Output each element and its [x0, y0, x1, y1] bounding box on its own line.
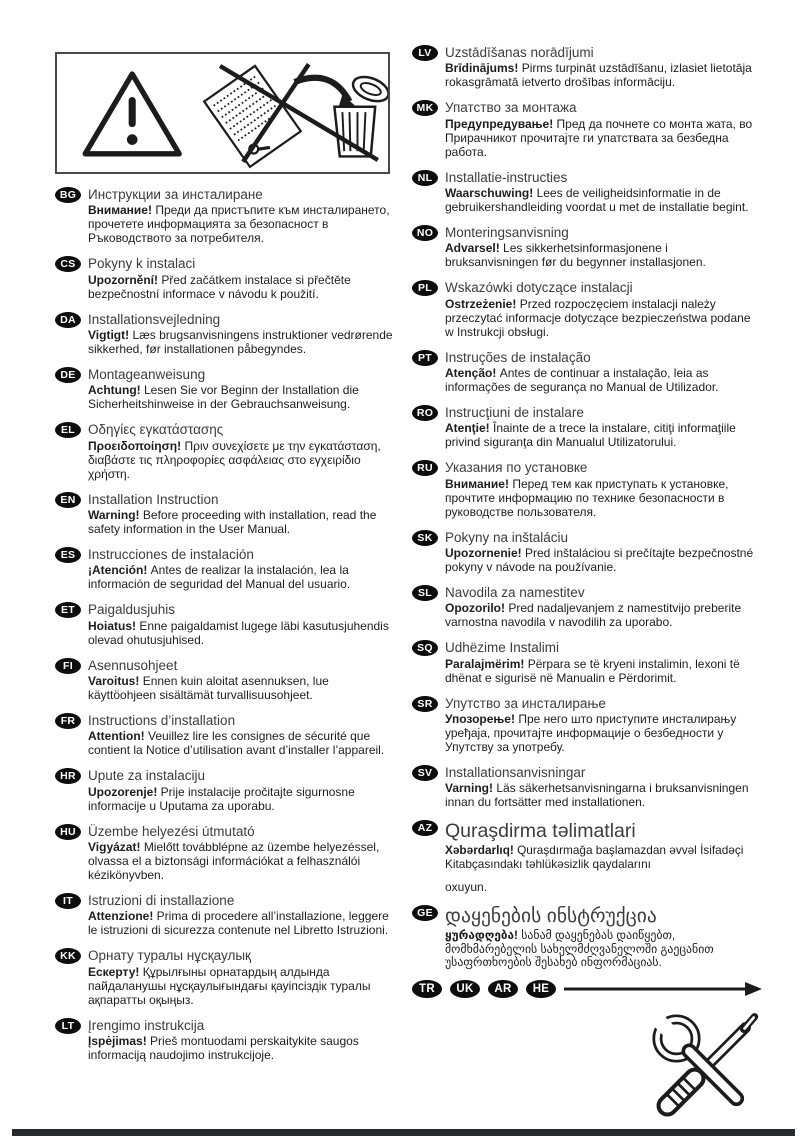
- warning-text: Перед тем как приступать к установке, прочтите информацию по технике безопасности в руководстве пользователя.: [445, 476, 729, 519]
- warning-text: Lees de veiligheidsinformatie in de gebruikershandleiding voordat u met de installatie begint.: [445, 185, 749, 214]
- section-bg: [55, 186, 395, 245]
- section-body: [88, 965, 395, 1007]
- section-hu: [55, 823, 395, 882]
- language-badge: DE: [55, 367, 81, 383]
- warning-lead: Opozorilo!: [445, 601, 509, 616]
- section-title: Įrengimo instrukcija: [88, 1017, 205, 1033]
- language-badge: MK: [412, 100, 438, 116]
- tools-row: [412, 1004, 762, 1122]
- warning-text: Përpara se të kryeni instalimin, lexoni të dhënat e sigurisë në Manualin e Përdorimit.: [445, 656, 740, 685]
- warning-text: Przed rozpoczęciem instalacji należy przeczytać informacje dotyczące bezpieczeństwa podane w Instrukcji obsługi.: [445, 296, 751, 339]
- language-badge: EL: [55, 422, 81, 438]
- section-az: [412, 819, 762, 894]
- language-badge: BG: [55, 187, 81, 203]
- warning-text: Læs brugsanvisningens instruktioner vedrørende sikkerhed, før installationen påbegyndes.: [88, 327, 393, 356]
- section-body: [445, 366, 762, 394]
- warning-lead: Προειδοποίηση!: [88, 438, 185, 453]
- warning-triangle-icon: [79, 61, 185, 165]
- section-sr: [412, 695, 762, 754]
- warning-text: Prieš montuodami perskaitykite saugos informaciją naudojimo instrukcijoje.: [88, 1033, 359, 1063]
- language-badge: ET: [55, 602, 81, 618]
- warning-text: Les sikkerhetsinformasjonene i bruksanvisningen før du begynner installasjonen.: [445, 241, 706, 270]
- warning-lead: Vigyázat!: [88, 839, 144, 854]
- section-ro: [412, 404, 762, 449]
- language-badge: RU: [412, 460, 438, 476]
- section-body: [445, 186, 762, 214]
- section-body: [88, 1034, 395, 1062]
- section-title: Installation Instruction: [88, 491, 219, 507]
- language-badge: CS: [55, 256, 81, 272]
- section-title: Asennusohjeet: [88, 657, 178, 673]
- section-title: დაყენების ინსტრუქცია: [445, 904, 657, 927]
- warning-lead: Упозорење!: [445, 711, 519, 726]
- warning-lead: Įspėjimas!: [88, 1033, 151, 1048]
- section-body: [445, 421, 762, 449]
- language-badge: SV: [412, 765, 438, 781]
- warning-lead: Waarschuwing!: [445, 185, 537, 200]
- section-pl: [412, 279, 762, 338]
- warning-text: Пре него што приступите инсталирању уређаја, прочитајте информације о безбедности у Упутству за употребу.: [445, 711, 737, 755]
- warning-lead: Varning!: [445, 781, 497, 796]
- language-badge: NL: [412, 170, 438, 186]
- section-body: [445, 929, 762, 970]
- section-title: Paigaldusjuhis: [88, 602, 176, 618]
- warning-text: Pirms turpināt uzstādīšanu, izlasiet lietotāja rokasgrāmatā ietverto drošības informāciju.: [445, 61, 752, 90]
- warning-text: Pred inštaláciou si prečítajte bezpečnostné pokyny v návode na používanie.: [445, 545, 754, 575]
- warning-text: Prije instalacije pročitajte sigurnosne informacije u Uputama za uporabu.: [88, 784, 355, 813]
- language-badge: PT: [412, 350, 438, 366]
- section-title: Instrucciones de instalación: [88, 547, 254, 563]
- language-badge: SK: [412, 530, 438, 546]
- section-body: [445, 657, 762, 685]
- language-badge: SL: [412, 585, 438, 601]
- section-title: Montageanweisung: [88, 367, 206, 383]
- warning-lead: Atenţie!: [445, 421, 493, 436]
- language-badge: AR: [488, 980, 518, 998]
- safety-figure: [55, 52, 390, 174]
- warning-lead: Внимание!: [88, 203, 156, 218]
- section-mk: [412, 99, 762, 158]
- warning-lead: Внимание!: [445, 476, 513, 491]
- section-body: [88, 328, 395, 356]
- warning-lead: Paralajmërim!: [445, 656, 528, 671]
- section-title: Uzstādīšanas norādījumi: [445, 45, 594, 60]
- section-title: Упатство за монтажа: [445, 100, 577, 116]
- section-title: Upute za instalaciju: [88, 768, 206, 784]
- warning-lead: Attention!: [88, 729, 148, 744]
- section-ru: [412, 459, 762, 518]
- tools-icon: [642, 1004, 760, 1122]
- section-body: [88, 785, 395, 813]
- section-title: Udhëzime Instalimi: [445, 640, 560, 656]
- section-cs: [55, 255, 395, 300]
- warning-lead: Achtung!: [88, 383, 144, 398]
- section-lv: [412, 44, 762, 89]
- warning-lead: Upozornenie!: [445, 545, 525, 560]
- warning-lead: Hoiatus!: [88, 618, 140, 633]
- section-title: Pokyny na inštaláciu: [445, 529, 569, 545]
- section-body: [88, 729, 395, 757]
- warning-text: Veuillez lire les consignes de sécurité que contient la Notice d’utilisation avant d’installer l’appareil.: [88, 729, 385, 758]
- warning-note: oxuyun.: [445, 879, 488, 894]
- section-title: Инструкции за инсталиране: [88, 187, 263, 202]
- section-sk: [412, 529, 762, 574]
- section-sv: [412, 764, 762, 809]
- section-body: [445, 781, 762, 809]
- language-badge: RO: [412, 405, 438, 421]
- language-badge: LT: [55, 1018, 81, 1034]
- section-es: [55, 546, 395, 591]
- language-badge: SQ: [412, 640, 438, 656]
- language-badge: HU: [55, 824, 81, 840]
- section-ge: [412, 904, 762, 970]
- warning-text: Läs säkerhetsanvisningarna i bruksanvisningen innan du fortsätter med installationen.: [445, 781, 749, 810]
- section-title: Pokyny k instalaci: [88, 256, 196, 272]
- language-badge: IT: [55, 893, 81, 909]
- section-title: Navodila za namestitev: [445, 585, 585, 601]
- warning-lead: Attenzione!: [88, 909, 157, 924]
- section-title: Üzembe helyezési útmutató: [88, 823, 255, 839]
- section-lt: [55, 1017, 395, 1062]
- section-title: Istruzioni di installazione: [88, 893, 235, 909]
- language-badge: DA: [55, 312, 81, 328]
- warning-text: Пред да почнете со монта жата, во Прирачникот прочитајте ги упатствата за безбедна работа.: [445, 116, 753, 159]
- language-badge: HR: [55, 768, 81, 784]
- warning-lead: Vigtigt!: [88, 327, 133, 342]
- language-badge: HE: [526, 980, 556, 998]
- warning-text: Πριν συνεχίσετε με την εγκατάσταση, διαβάστε τις πληροφορίες ασφάλειας στο εγχειρίδιο χρήστη.: [88, 438, 381, 481]
- section-de: [55, 366, 395, 411]
- section-fi: [55, 657, 395, 702]
- warning-lead: Upozorenje!: [88, 784, 161, 799]
- section-nl: [412, 169, 762, 214]
- section-kk: [55, 947, 395, 1006]
- section-body: [88, 840, 395, 882]
- warning-text: Lesen Sie vor Beginn der Installation die Sicherheitshinweise in der Gebrauchsanweisung.: [88, 383, 359, 412]
- warning-text: Antes de realizar la instalación, lea la información de seguridad del Manual del usuario.: [88, 563, 351, 592]
- language-badge: FI: [55, 658, 81, 674]
- section-body: [88, 273, 395, 301]
- warning-lead: Предупредување!: [445, 116, 557, 131]
- section-title: Instructions d’installation: [88, 713, 236, 729]
- language-badge: EN: [55, 492, 81, 508]
- language-badge: GE: [412, 905, 438, 921]
- warning-text: Before proceeding with installation, read the safety information in the User Manual.: [88, 507, 377, 536]
- section-da: [55, 311, 395, 356]
- section-body: [88, 508, 395, 536]
- warning-text: Enne paigaldamist lugege läbi kasutusjuhendis olevad ohutusjuhised.: [88, 618, 389, 647]
- section-body: [88, 909, 395, 937]
- section-title: Instruções de instalação: [445, 349, 591, 365]
- warning-text: სანამ დაყენებას დაიწყებთ, მომხმარებელის სახელმძღვანელოში გაეცანით უსაფრთხოების შესახებ ინფორმაციას.: [445, 927, 714, 970]
- section-title: Installationsanvisningar: [445, 765, 586, 781]
- warning-lead: Ostrzeżenie!: [445, 296, 520, 311]
- section-et: [55, 601, 395, 646]
- section-body: [445, 601, 762, 629]
- section-body: [445, 61, 762, 89]
- section-title: Installatie-instructies: [445, 169, 568, 185]
- left-column: [55, 186, 395, 1072]
- page-edge-bar: [12, 1129, 795, 1136]
- section-en: [55, 491, 395, 536]
- warning-lead: Warning!: [88, 507, 143, 522]
- section-it: [55, 892, 395, 937]
- language-badge: FR: [55, 713, 81, 729]
- more-languages-row: [412, 980, 762, 998]
- section-sq: [412, 639, 762, 684]
- section-body: [88, 439, 395, 481]
- section-title: Указания по установке: [445, 460, 588, 476]
- warning-lead: Upozornění!: [88, 272, 162, 287]
- warning-text: Înainte de a trece la instalare, citiţi informaţiile privind siguranţa din Manualul Utilizatorului.: [445, 421, 736, 450]
- warning-lead: Advarsel!: [445, 241, 504, 256]
- warning-lead: ¡Atención!: [88, 563, 151, 578]
- arrow-right-icon: [564, 981, 762, 997]
- language-badge: SR: [412, 696, 438, 712]
- section-hr: [55, 767, 395, 812]
- section-body: [445, 477, 762, 519]
- section-title: Орнату туралы нұсқаулық: [88, 948, 251, 964]
- section-body: [88, 674, 395, 702]
- warning-lead: Brīdinājums!: [445, 61, 522, 76]
- warning-text: Преди да пристъпите към инсталирането, прочетете информацията за безопасност в Ръководството за потребителя.: [88, 203, 390, 246]
- warning-lead: Atenção!: [445, 365, 500, 380]
- section-body: [88, 619, 395, 647]
- right-column: [412, 44, 762, 1122]
- warning-text: Құрылғыны орнатардың алдында пайдаланушы нұсқаулығындағы қауіпсіздік туралы ақпаратты оқыңыз.: [88, 964, 371, 1007]
- language-badge: AZ: [412, 820, 438, 836]
- warning-lead: Xəbərdarlıq!: [445, 843, 518, 858]
- language-badge: TR: [412, 980, 442, 998]
- section-title: Wskazówki dotyczące instalacji: [445, 280, 633, 296]
- section-body: [88, 203, 395, 245]
- section-fr: [55, 712, 395, 757]
- right-sections: [412, 44, 762, 970]
- section-title: Οδηγίες εγκατάστασης: [88, 422, 224, 438]
- section-body: [445, 117, 762, 159]
- warning-text: Ennen kuin aloitat asennuksen, lue käyttöohjeen sisältämät turvallisuusohjeet.: [88, 673, 329, 702]
- section-body: [88, 563, 395, 591]
- warning-text: Mielőtt továbblépne az üzembe helyezéssel, olvassa el a biztonsági információkat a felhasználói kézikönyvben.: [88, 839, 380, 882]
- warning-text: Před začátkem instalace si přečtěte bezpečnostní informace v návodu k použití.: [88, 272, 351, 301]
- language-badge: UK: [450, 980, 480, 998]
- section-title: Monteringsanvisning: [445, 225, 569, 241]
- section-title: Упутство за инсталирање: [445, 695, 606, 711]
- warning-text: Antes de continuar a instalação, leia as informações de segurança no Manual de Utilizador.: [445, 365, 719, 394]
- section-title: Installationsvejledning: [88, 311, 221, 327]
- section-no: [412, 224, 762, 269]
- section-el: [55, 421, 395, 480]
- language-badge: NO: [412, 225, 438, 241]
- language-badge: ES: [55, 547, 81, 563]
- section-body: [445, 546, 762, 574]
- section-body: [445, 241, 762, 269]
- section-pt: [412, 349, 762, 394]
- section-title: Instrucţiuni de instalare: [445, 405, 584, 421]
- warning-lead: ყურადღება!: [445, 927, 522, 942]
- language-badge: KK: [55, 948, 81, 964]
- warning-lead: Varoitus!: [88, 673, 143, 688]
- section-body: [445, 844, 762, 872]
- warning-lead: Ескерту!: [88, 964, 143, 979]
- warning-text: Pred nadaljevanjem z namestitvijo preberite varnostna navodila v navodilih za uporabo.: [445, 601, 742, 630]
- section-sl: [412, 584, 762, 629]
- warning-text: Quraşdırmağa başlamazdan əvvəl İsifadəçi Kitabçasındakı təhlükəsizlik qaydalarını: [445, 843, 744, 872]
- section-title: Quraşdirma təlimatlari: [445, 820, 636, 843]
- section-body: [88, 383, 395, 411]
- language-badge: LV: [412, 45, 438, 61]
- section-body: [445, 712, 762, 754]
- do-not-discard-manual-icon: [197, 56, 388, 170]
- section-body: [445, 297, 762, 339]
- warning-text: Prima di procedere all’installazione, leggere le istruzioni di sicurezza contenute nel Libretto Istruzioni.: [88, 909, 389, 938]
- language-badge: PL: [412, 280, 438, 296]
